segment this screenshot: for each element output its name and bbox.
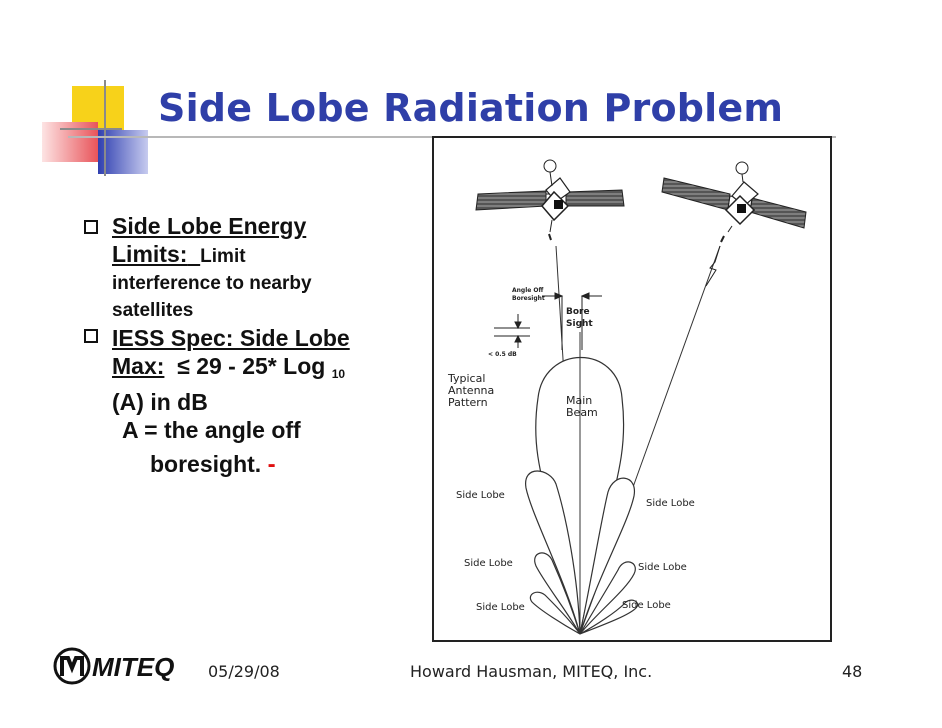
label-side-lobe: Side Lobe xyxy=(464,558,513,569)
logo-text: MITEQ xyxy=(92,652,175,682)
bullet-text-line: satellites xyxy=(112,300,194,321)
antenna-pattern-figure xyxy=(432,136,834,644)
bullet-inline-text: Limit xyxy=(200,246,246,267)
label-main: Main xyxy=(566,394,593,407)
formula-subscript: 10 xyxy=(331,367,346,381)
formula-text: 29 - 25* Log xyxy=(196,353,326,379)
label-pattern: Pattern xyxy=(448,396,488,409)
definition-line-cont: boresight. xyxy=(150,451,262,477)
label-db: < 0.5 dB xyxy=(488,351,517,358)
label-angle-off: Angle Off xyxy=(512,287,544,294)
bullet-list xyxy=(84,212,384,479)
label-side-lobe: Side Lobe xyxy=(646,498,695,509)
footer-date: 05/29/08 xyxy=(208,662,280,681)
formula-unit: (A) in dB xyxy=(112,389,208,415)
bullet-iess-spec xyxy=(84,324,384,479)
definition-line: A = the angle off xyxy=(122,417,301,443)
label-antenna: Antenna xyxy=(448,384,495,397)
bullet-heading: IESS Spec: Side Lobe xyxy=(112,325,350,351)
label-typical: Typical xyxy=(448,372,486,385)
label-side-lobe: Side Lobe xyxy=(456,490,505,501)
checkbox-bullet-icon xyxy=(84,329,98,343)
bullet-text-line: interference to nearby xyxy=(112,273,312,294)
bullet-heading: Side Lobe Energy xyxy=(112,213,307,239)
decoration-horizontal-line xyxy=(60,128,122,130)
max-label: Max: xyxy=(112,353,165,379)
less-equal-symbol: ≤ xyxy=(177,353,190,379)
miteq-logo xyxy=(52,646,196,691)
label-boresight: Boresight xyxy=(512,295,545,302)
label-beam: Beam xyxy=(566,406,598,419)
checkbox-bullet-icon xyxy=(84,220,98,234)
label-bore: Bore xyxy=(566,307,590,317)
label-side-lobe: Side Lobe xyxy=(622,600,671,611)
label-sight: Sight xyxy=(566,319,593,329)
label-side-lobe: Side Lobe xyxy=(476,602,525,613)
bullet-side-lobe-energy xyxy=(84,212,384,324)
red-dash: - xyxy=(267,451,276,478)
bullet-heading-cont: Limits: xyxy=(112,241,188,267)
page-number: 48 xyxy=(842,662,863,681)
slide-title: Side Lobe Radiation Problem xyxy=(158,86,784,130)
footer-presenter: Howard Hausman, MITEQ, Inc. xyxy=(410,662,653,681)
label-side-lobe: Side Lobe xyxy=(638,562,687,573)
